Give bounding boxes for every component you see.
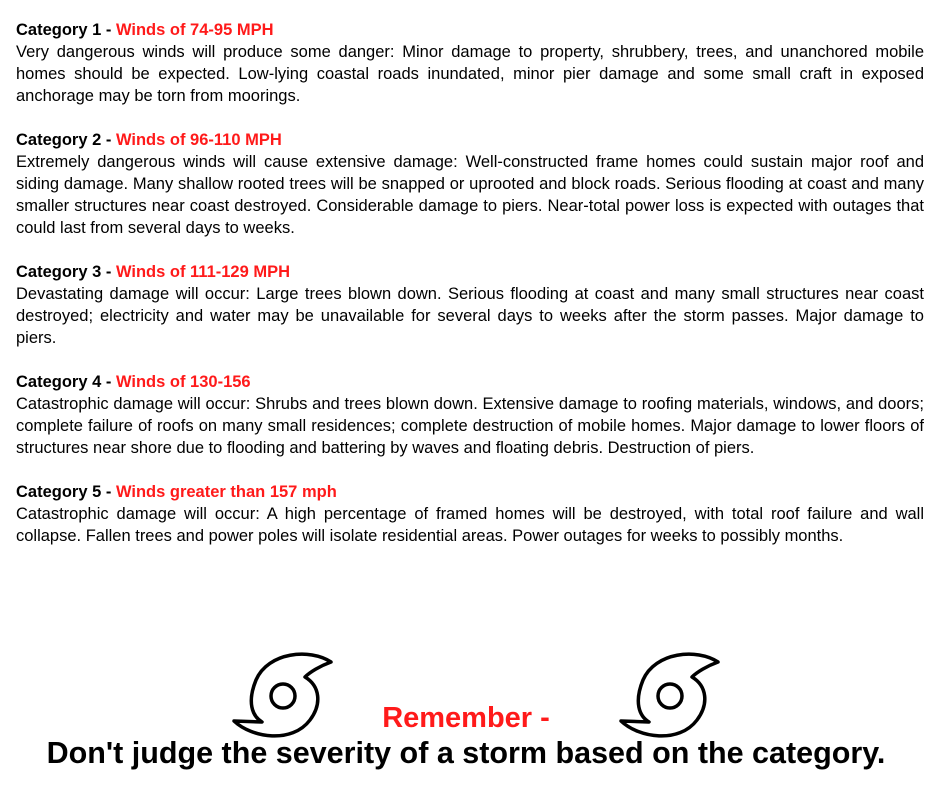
category-heading (16, 481, 924, 503)
remember-heading: Remember - (382, 702, 550, 734)
wind-speed: Winds of 74-95 MPH (115, 21, 274, 39)
category-label: Category 3 - (16, 263, 116, 281)
category-label: Category 5 - (16, 483, 116, 501)
category-heading (16, 19, 924, 41)
category-1 (16, 19, 924, 107)
wind-speed: Winds of 96-110 MPH (115, 131, 282, 149)
category-description: Devastating damage will occur: Large trees blown down. Serious flooding at coast and many small structures near coast destroyed; electricity and water may be unavailable for several days to weeks after the storm passes. Major damage to piers. (16, 285, 924, 347)
category-description: Extremely dangerous winds will cause extensive damage: Well-constructed frame homes could sustain major roof and siding damage. Many shallow rooted trees will be snapped or uprooted and block roads. Serious flooding at coast and many smaller structures near coast destroyed. Considerable damage to piers. Near-total power loss is expected with outages that could last from several days to weeks. (16, 153, 924, 237)
category-label: Category 1 - (16, 21, 116, 39)
category-label: Category 2 - (16, 131, 116, 149)
category-3 (16, 261, 924, 349)
category-heading (16, 371, 924, 393)
category-description: Catastrophic damage will occur: Shrubs and trees blown down. Extensive damage to roofing materials, windows, and doors; complete failure of roofs on many small residences; complete destruction of mobile homes. Major damage to lower floors of structures near shore due to flooding and battering by waves and floating debris. Destruction of piers. (16, 395, 924, 457)
category-description: Very dangerous winds will produce some danger: Minor damage to property, shrubbery, trees, and unanchored mobile homes should be expected. Low-lying coastal roads inundated, minor pier damage and some small craft in exposed anchorage may be torn from moorings. (16, 43, 924, 105)
category-5 (16, 481, 924, 547)
category-description: Catastrophic damage will occur: A high percentage of framed homes will be destroyed, with total roof failure and wall collapse. Fallen trees and power poles will isolate residential areas. Power outages for weeks to possibly months. (16, 505, 924, 545)
category-2 (16, 129, 924, 239)
wind-speed: Winds of 130-156 (115, 373, 251, 391)
category-4 (16, 371, 924, 459)
footer-message: Don't judge the severity of a storm based on the category. (46, 736, 886, 770)
category-list (16, 19, 924, 569)
category-heading (16, 129, 924, 151)
wind-speed: Winds of 111-129 MPH (115, 263, 291, 281)
category-heading (16, 261, 924, 283)
category-label: Category 4 - (16, 373, 116, 391)
wind-speed: Winds greater than 157 mph (115, 483, 337, 501)
